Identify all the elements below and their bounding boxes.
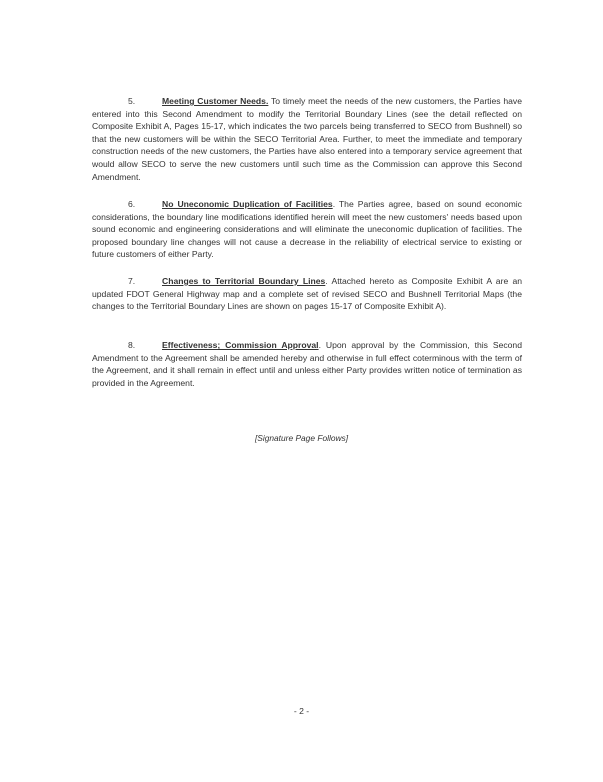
section-heading: Effectiveness; Commission Approval [162, 340, 319, 350]
section-heading: Changes to Territorial Boundary Lines [162, 276, 326, 286]
section-number: 6. [128, 199, 136, 209]
section-heading: Meeting Customer Needs. [162, 96, 269, 106]
section-5-paragraph [92, 95, 522, 183]
section-heading: No Uneconomic Duplication of Facilities [162, 199, 333, 209]
section-number: 5. [128, 96, 136, 106]
section-body: . The Parties agree, based on sound economic considerations, the boundary line modifications identified herein will meet the new customers' needs based upon sound economic and engineering considerations and will eliminate the uneconomic duplication of facilities. The proposed boundary line changes will not cause a decrease in the reliability of electrical service to existing or future customers of either Party. [92, 199, 522, 260]
section-body: . Attached hereto as Composite Exhibit A are an updated FDOT General Highway map and a complete set of revised SECO and Bushnell Territorial Maps (the changes to the Territorial Boundary Lines are shown on pages 15-17 of Composite Exhibit A). [92, 276, 523, 312]
section-7-paragraph [92, 275, 522, 313]
page-number: - 2 - [293, 706, 310, 716]
section-6-paragraph [92, 198, 522, 261]
section-number: 8. [128, 340, 136, 350]
section-8-paragraph [92, 339, 522, 389]
section-body: . Upon approval by the Commission, this Second Amendment to the Agreement shall be amended hereby and otherwise in full effect coterminous with the term of the Agreement, and it shall remain in effect until and unless either Party provides written notice of termination as provided in the Agreement. [92, 340, 522, 388]
section-number: 7. [128, 276, 136, 286]
section-body: To timely meet the needs of the new customers, the Parties have entered into this Second Amendment to modify the Territorial Boundary Lines (see the detail reflected on Composite Exhibit A, Pages 15-17, which indicates the two parcels being transferred to SECO from Bushnell) so that the new customers will be within the SECO Territorial Area. Further, to meet the immediate and temporary construction needs of the new customers, the Parties have also entered into a temporary service agreement that would allow SECO to serve the new customers until such time as the Commission can approve this Second Amendment. [92, 96, 522, 182]
signature-page-note: [Signature Page Follows] [254, 433, 349, 443]
